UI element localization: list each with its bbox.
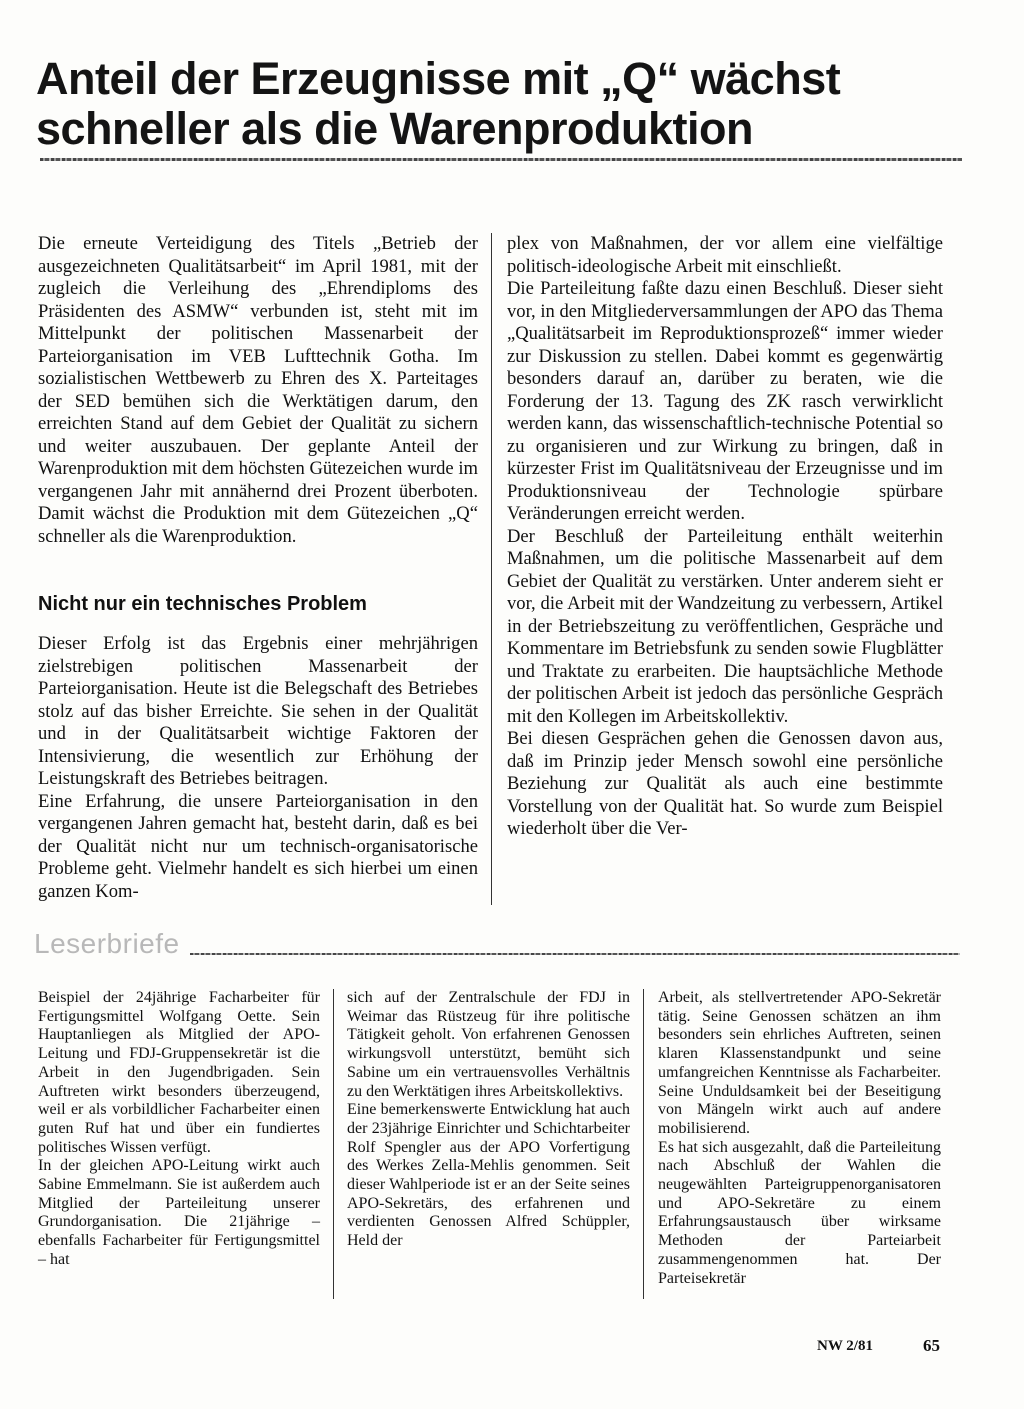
article-paragraph: Bei diesen Gesprächen gehen die Genossen davon aus, daß im Prinzip jeder Mensch sowohl eine persönliche Beziehung zur Qualität als auch eine bestimmte Vorstellung von der Qualität hat. So wurde zum Beispiel wiederholt über die Ver- — [507, 728, 943, 839]
article-column-1 — [38, 233, 478, 548]
letters-column-2 — [347, 989, 630, 1251]
letters-paragraph: Es hat sich ausgezahlt, daß die Parteileitung nach Abschluß der Wahlen die neugewählten Parteigruppenorganisatoren und APO-Sekretäre zu einem Erfahrungsaustausch über wirksame Methoden der Parteiarbeit zusammengenommen hat. Der Parteisekretär — [658, 1138, 941, 1287]
article-column-2 — [507, 233, 943, 841]
letters-paragraph: In der gleichen APO-Leitung wirkt auch Sabine Emmelmann. Sie ist außerdem auch Mitglied der Parteileitung unserer Grundorganisation. Die 21jährige – ebenfalls Facharbeiter für Fertigungsmittel – hat — [38, 1157, 320, 1268]
letters-paragraph: Beispiel der 24jährige Facharbeiter für Fertigungsmittel Wolfgang Oette. Sein Hauptanliegen als Mitglied der APO-Leitung und FDJ-Gruppensekretär ist die Arbeit in den Jugendbrigaden. Sein Auftreten wirkt besonders überzeugend, weil er als vorbildlicher Facharbeiter einen guten Ruf hat und über ein fundiertes politisches Wissen verfügt. — [38, 989, 320, 1156]
article-intro: Die erneute Verteidigung des Titels „Betrieb der ausgezeichneten Qualitätsarbeit“ im April 1981, mit der zugleich die Verleihung des „Ehrendiploms des Präsidenten des ASMW“ verbunden ist, steht mit im Mittelpunkt der politischen Massenarbeit der Parteiorganisation im VEB Lufttechnik Gotha. Im sozialistischen Wettbewerb zu Ehren des X. Parteitages der SED bemühen sich die Werktätigen darum, den erreichten Stand auf dem Gebiet der Qualität zu sichern und weiter auszubauen. Der geplante Anteil der Warenproduktion mit dem höchsten Gütezeichen wurde im vergangenen Jahr mit annähernd drei Prozent überboten. Damit wächst die Produktion mit dem Gütezeichen „Q“ schneller als die Warenproduktion. — [38, 233, 478, 547]
letters-column-3 — [658, 989, 941, 1288]
page-number: 65 — [923, 1336, 940, 1355]
headline: Anteil der Erzeugnisse mit „Q“ wächst schneller als die Warenproduktion — [36, 53, 841, 154]
article-paragraph: Der Beschluß der Parteileitung enthält weiterhin Maßnahmen, um die politische Massenarbeit auf dem Gebiet der Qualität zu verstärken. Unter anderem sieht er vor, die Arbeit mit der Wandzeitung zu verbessern, Artikel in der Betriebszeitung zu veröffentlichen, Gespräche und Kommentare im Betriebsfunk zu senden sowie Flugblätter und Traktate zu erarbeiten. Die hauptsächliche Methode der politischen Arbeit ist jedoch das persönliche Gespräch mit den Kollegen im Arbeitskollektiv. — [507, 525, 943, 727]
issue-label: NW 2/81 — [817, 1338, 873, 1354]
article-subheading: Nicht nur ein technisches Problem — [38, 593, 367, 615]
section-label: Leserbriefe — [34, 928, 180, 959]
article-paragraph: plex von Maßnahmen, der vor allem eine vielfältige politisch-ideologische Arbeit mit einschließt. — [507, 233, 943, 277]
article-paragraph: Die Parteileitung faßte dazu einen Beschluß. Dieser sieht vor, in den Mitgliederversammlungen der APO das Thema „Qualitätsarbeit im Reproduktionsprozeß“ immer wieder zur Diskussion zu stellen. Dabei kommt es gegenwärtig besonders darauf an, darüber zu beraten, wie die Forderung der 13. Tagung des ZK rasch verwirklicht werden kann, das wissenschaftlich-technische Potential so zu organisieren und zur Wirkung zu bringen, daß in kürzester Frist im Qualitätsniveau der Erzeugnisse und im Produktionsniveau der Technologie spürbare Veränderungen erreicht werden. — [507, 278, 943, 524]
column-divider — [643, 989, 644, 1299]
article-column-1-lower — [38, 633, 478, 903]
article-paragraph: Dieser Erfolg ist das Ergebnis einer mehrjährigen zielstrebigen politischen Massenarbeit der Parteiorganisation. Heute ist die Belegschaft des Betriebes stolz auf das bisher Erreichte. Sie sehen in der Qualität und in der Qualitätsarbeit wichtige Faktoren der Intensivierung, die wesentlich zur Erhöhung der Leistungskraft des Betriebes beitragen. — [38, 633, 478, 789]
column-divider — [333, 989, 334, 1299]
letters-paragraph: Eine bemerkenswerte Entwicklung hat auch der 23jährige Einrichter und Schichtarbeiter Rolf Spengler aus der APO Vorfertigung des Werkes Zella-Mehlis genommen. Seit dieser Wahlperiode ist er an der Seite seines APO-Sekretärs, des erfahrenen und verdienten Genossen Alfred Schüppler, Held der — [347, 1101, 630, 1250]
letters-paragraph: sich auf der Zentralschule der FDJ in Weimar das Rüstzeug für ihre politische Tätigkeit geholt. Von erfahrenen Genossen wirkungsvoll unterstützt, bemüht sich Sabine um ein vertrauensvolles Verhältnis zu den Werktätigen ihres Arbeitskollektivs. — [347, 989, 630, 1100]
section-rule — [190, 953, 960, 955]
letters-column-1 — [38, 989, 320, 1270]
headline-rule — [40, 158, 962, 161]
column-divider — [491, 233, 492, 905]
article-paragraph: Eine Erfahrung, die unsere Parteiorganisation in den vergangenen Jahren gemacht hat, besteht darin, daß es bei der Qualität nicht nur um technisch-organisatorische Probleme geht. Vielmehr handelt es sich hierbei um einen ganzen Kom- — [38, 790, 478, 902]
letters-paragraph: Arbeit, als stellvertretender APO-Sekretär tätig. Seine Genossen schätzen an ihm besonders sein ehrliches Auftreten, seinen klaren Klassenstandpunkt und seine umfangreichen Kenntnisse als Facharbeiter. Seine Unduldsamkeit bei der Beseitigung von Mängeln wirkt auch auf andere mobilisierend. — [658, 989, 941, 1137]
